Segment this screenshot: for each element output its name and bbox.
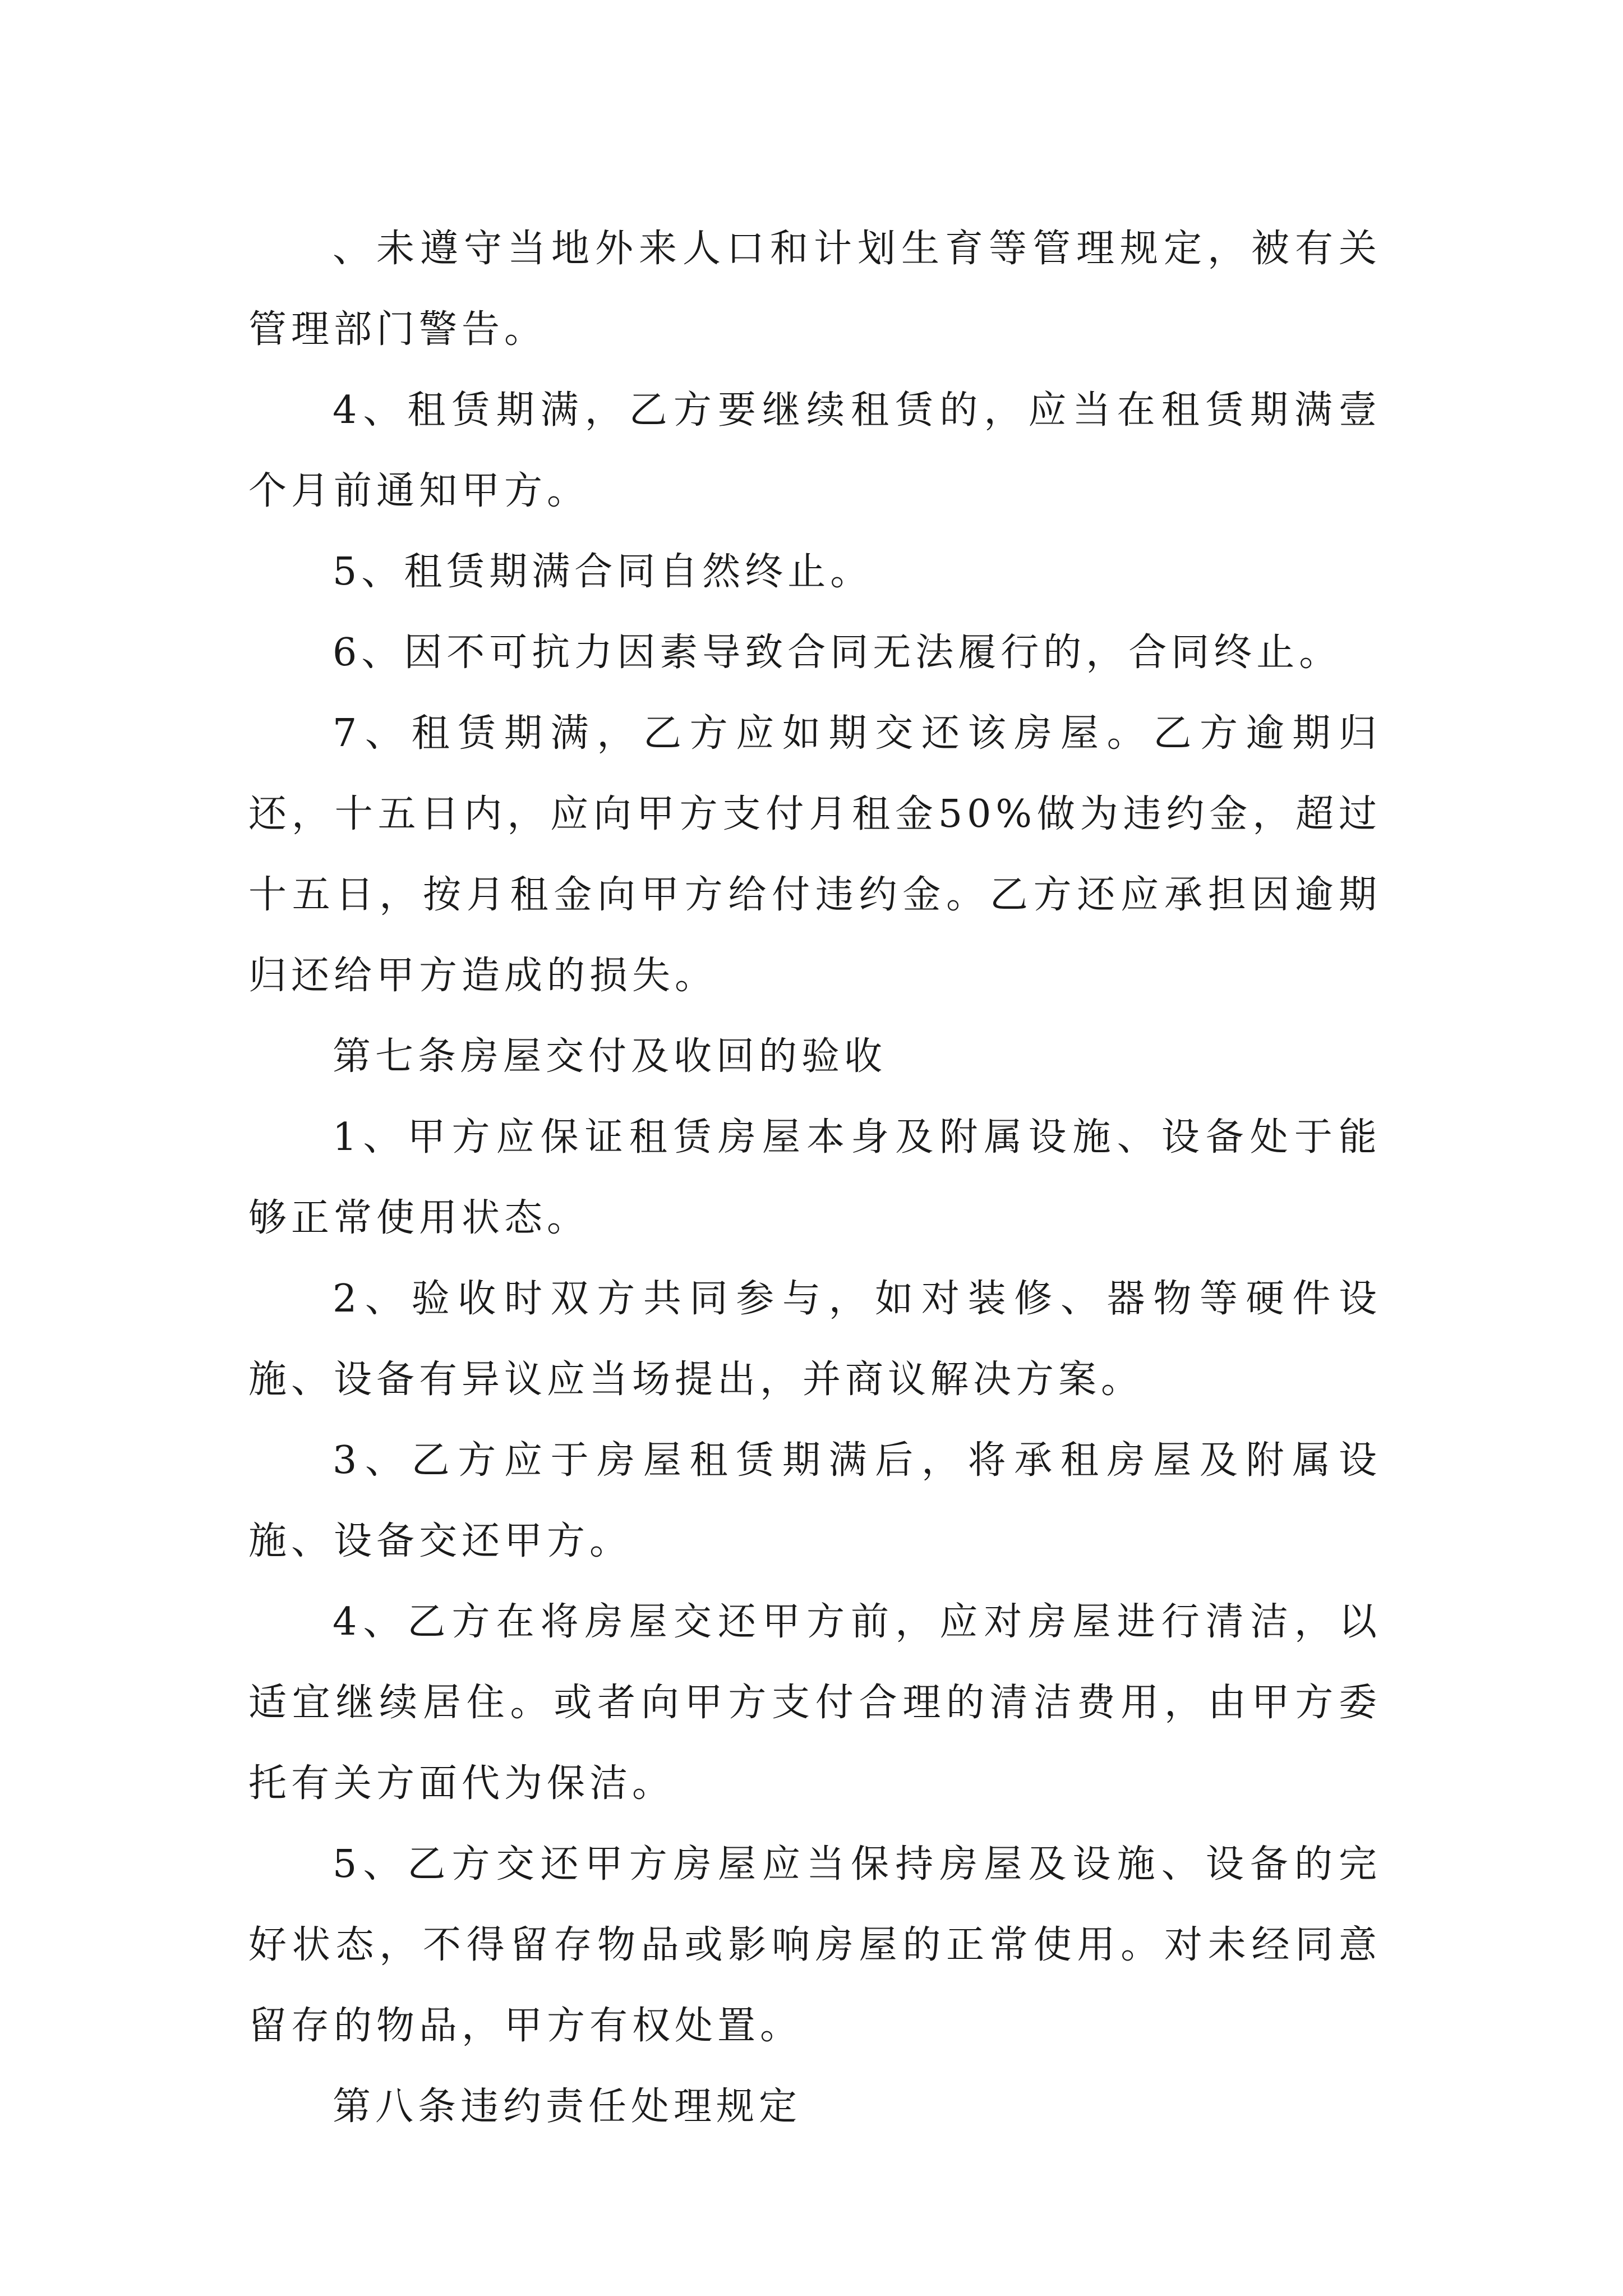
document-body: [248, 209, 1381, 2147]
paragraph-article-7-item-1: 1、甲方应保证租赁房屋本身及附属设施、设备处于能够正常使用状态。: [248, 1115, 1381, 1240]
paragraph-article-7-item-2: 2、验收时双方共同参与，如对装修、器物等硬件设施、设备有异议应当场提出，并商议解决方案。: [248, 1277, 1381, 1402]
section-heading-article-7: 第七条房屋交付及收回的验收: [333, 1034, 887, 1079]
paragraph-fragment: 、未遵守当地外来人口和计划生育等管理规定，被有关管理部门警告。: [248, 227, 1381, 352]
paragraph-item-5: 5、租赁期满合同自然终止。: [333, 550, 873, 594]
paragraph-article-7-item-4: 4、乙方在将房屋交还甲方前，应对房屋进行清洁，以适宜继续居住。或者向甲方支付合理的清洁费用，由甲方委托有关方面代为保洁。: [248, 1600, 1381, 1806]
paragraph-item-7: 7、租赁期满，乙方应如期交还该房屋。乙方逾期归还，十五日内，应向甲方支付月租金50%做为违约金，超过十五日，按月租金向甲方给付违约金。乙方还应承担因逾期归还给甲方造成的损失。: [248, 711, 1381, 998]
section-heading-article-8: 第八条违约责任处理规定: [333, 2085, 802, 2129]
paragraph-item-4: 4、租赁期满，乙方要继续租赁的，应当在租赁期满壹个月前通知甲方。: [248, 388, 1381, 513]
paragraph-article-7-item-3: 3、乙方应于房屋租赁期满后，将承租房屋及附属设施、设备交还甲方。: [248, 1438, 1381, 1563]
paragraph-article-7-item-5: 5、乙方交还甲方房屋应当保持房屋及设施、设备的完好状态，不得留存物品或影响房屋的正常使用。对未经同意留存的物品，甲方有权处置。: [248, 1842, 1381, 2048]
paragraph-item-6: 6、因不可抗力因素导致合同无法履行的，合同终止。: [333, 631, 1342, 675]
